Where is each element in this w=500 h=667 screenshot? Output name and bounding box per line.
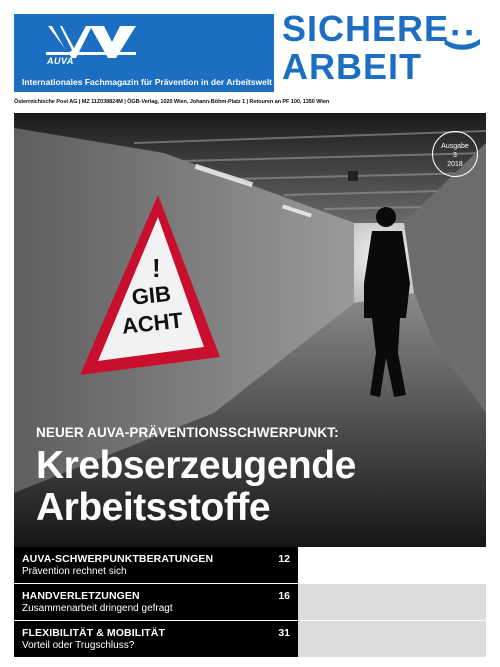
magazine-title-line2: ARBEIT — [282, 46, 422, 87]
masthead-blue-bar — [14, 14, 274, 92]
cover-kicker: NEUER AUVA-PRÄVENTIONSSCHWERPUNKT: — [36, 425, 339, 440]
cover-photo — [14, 113, 486, 547]
issue-label: Ausgabe — [441, 143, 469, 150]
toc-item-handverletzungen[interactable] — [14, 584, 298, 620]
toc-subtitle: Zusammenarbeit dringend gefragt — [22, 603, 173, 614]
table-of-contents — [14, 547, 486, 657]
issue-number: 3 — [453, 152, 457, 159]
svg-text:GIB: GIB — [130, 280, 173, 310]
issue-badge — [432, 131, 478, 177]
logo-text: AUVA — [47, 56, 74, 66]
toc-page-number: 31 — [278, 627, 290, 639]
toc-title: FLEXIBILITÄT & MOBILITÄT — [22, 627, 165, 639]
toc-gray-block — [298, 621, 486, 657]
toc-item-schwerpunktberatungen[interactable] — [14, 547, 298, 583]
svg-text:!: ! — [152, 253, 161, 283]
magazine-title — [282, 10, 449, 86]
toc-subtitle: Prävention rechnet sich — [22, 566, 127, 577]
toc-title: HANDVERLETZUNGEN — [22, 590, 140, 602]
toc-item-flexibilitaet[interactable] — [14, 621, 298, 657]
svg-text:ACHT: ACHT — [120, 307, 185, 339]
cover-headline-line2: Arbeitsstoffe — [36, 486, 271, 529]
toc-page-number: 12 — [278, 553, 290, 565]
toc-gray-block — [298, 584, 486, 620]
toc-subtitle: Vorteil oder Trugschluss? — [22, 640, 135, 651]
postal-line: Österreichische Post AG | MZ 11Z038824M | ÖGB-Verlag, 1020 Wien, Johann-Böhm-Platz 1 | Retouren an PF 100, 1350 Wien — [14, 99, 330, 105]
magazine-title-line1: SICHERE — [282, 8, 450, 49]
toc-title: AUVA-SCHWERPUNKTBERATUNGEN — [22, 553, 214, 565]
masthead — [14, 8, 486, 92]
cover-headline — [36, 445, 356, 529]
tagline: Internationales Fachmagazin für Prävention in der Arbeitswelt — [22, 77, 273, 87]
smiley-icon: :) — [443, 26, 486, 52]
issue-year: 2018 — [447, 161, 463, 168]
toc-page-number: 16 — [278, 590, 290, 602]
cover-headline-line1: Krebserzeugende — [36, 444, 356, 487]
